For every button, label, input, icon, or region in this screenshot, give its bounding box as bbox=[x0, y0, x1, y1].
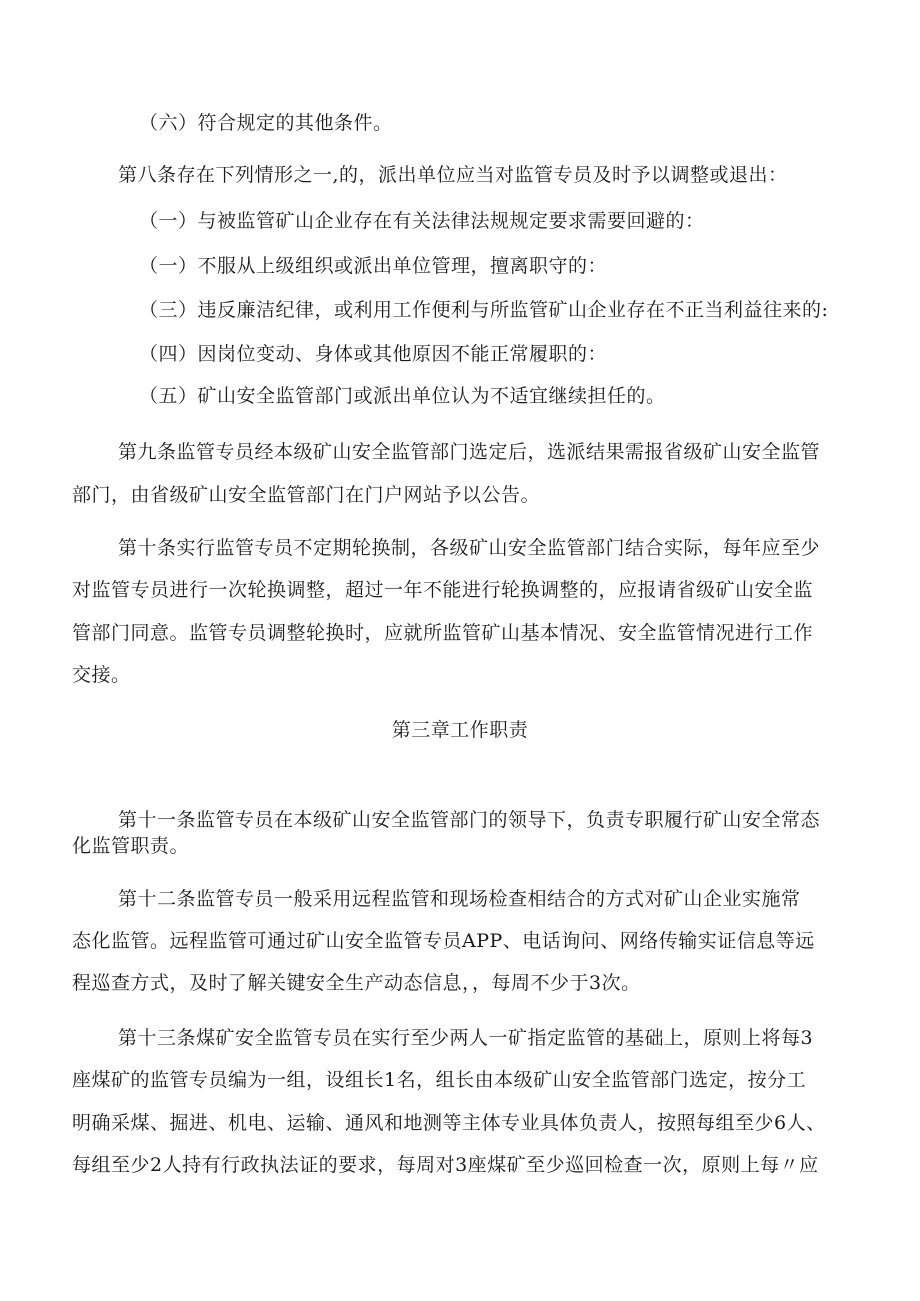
article-13-line-4: 每组至少2人持有行政执法证的要求，每周对3座煤矿至少巡回检查一次，原则上每〃应 bbox=[72, 1154, 819, 1176]
article-11-line-1: 第十一条监管专员在本级矿山安全监管部门的领导下，负责专职履行矿山安全常态 bbox=[118, 809, 821, 831]
chapter-3-heading: 第三章工作职责 bbox=[391, 719, 529, 741]
article-10-line-1: 第十条实行监管专员不定期轮换制，各级矿山安全监管部门结合实际，每年应至少 bbox=[118, 537, 821, 559]
article-8-item-1: （一）与被监管矿山企业存在有关法律法规规定要求需要回避的： bbox=[139, 210, 705, 232]
article-12-line-1: 第十二条监管专员一般采用远程监管和现场检查相结合的方式对矿山企业实施常 bbox=[118, 888, 801, 910]
article-10-line-4: 交接。 bbox=[72, 664, 131, 686]
article-9-line-1: 第九条监管专员经本级矿山安全监管部门选定后，选派结果需报省级矿山安全监管 bbox=[118, 441, 821, 463]
article-10-line-3: 管部门同意。监管专员调整轮换时，应就所监管矿山基本情况、安全监管情况进行工作 bbox=[72, 622, 814, 644]
article-8-item-3: （三）违反廉洁纪律，或利用工作便利与所监管矿山企业存在不正当利益往来的: bbox=[139, 299, 829, 321]
article-8-item-2: （一）不服从上级组织或派出单位管理，擅离职守的： bbox=[139, 255, 608, 277]
article-11-line-2: 化监管职责。 bbox=[72, 835, 190, 857]
article-8-item-5: （五）矿山安全监管部门或派出单位认为不适宜继续担任的。 bbox=[139, 385, 666, 407]
article-9-line-2: 部门，由省级矿山安全监管部门在门户网站予以公告。 bbox=[72, 484, 541, 506]
article-8-item-4: （四）因岗位变动、身体或其他原因不能正常履职的： bbox=[139, 343, 608, 365]
article-10-line-2: 对监管专员进行一次轮换调整，超过一年不能进行轮换调整的，应报请省级矿山安全监 bbox=[72, 579, 814, 601]
article-13-line-1: 第十三条煤矿安全监管专员在实行至少两人一矿指定监管的基础上，原则上将每3 bbox=[118, 1027, 814, 1049]
article-8-line-1: 第八条存在下列情形之一,的，派出单位应当对监管专员及时予以调整或退出： bbox=[118, 164, 788, 186]
article-13-line-2: 座煤矿的监管专员编为一组，设组长1名，组长由本级矿山安全监管部门选定，按分工 bbox=[72, 1069, 807, 1091]
article-13-line-3: 明确采煤、掘进、机电、运输、通风和地测等主体专业具体负责人，按照每组至少6人、 bbox=[72, 1112, 826, 1134]
clause-8-item-6: （六）符合规定的其他条件。 bbox=[139, 112, 393, 134]
article-12-line-2: 态化监管。远程监管可通过矿山安全监管专员APP、电话询问、网络传输实证信息等远 bbox=[72, 930, 815, 952]
article-12-line-3: 程巡查方式，及时了解关键安全生产动态信息，，每周不少于3次。 bbox=[72, 972, 641, 994]
